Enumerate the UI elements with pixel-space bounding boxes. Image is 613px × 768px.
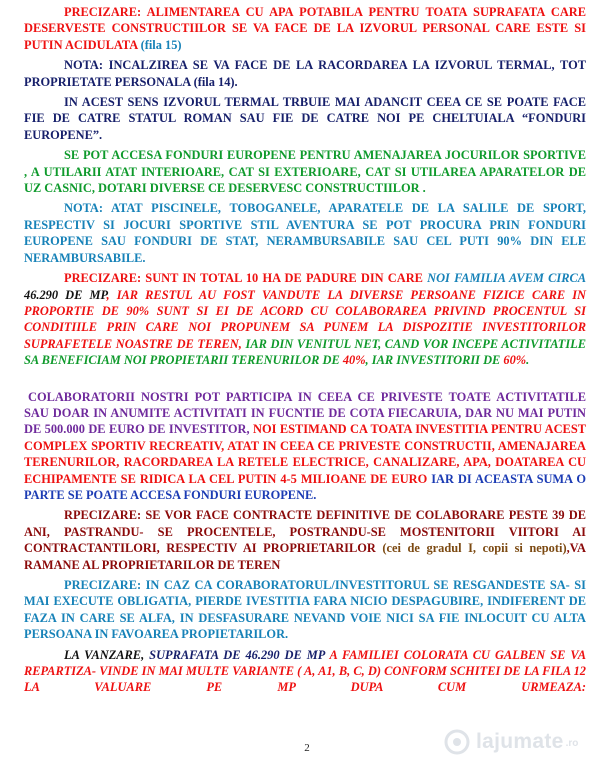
paragraph-vanzare: [24, 647, 586, 696]
paragraph-nota-piscine: NOTA: ATAT PISCINELE, TOBOGANELE, APARATELE DE LA SALILE DE SPORT, RESPECTIV SI JOCURI SPORTIVE STIL AVENTURA SE POT PROCURA PRIN FONDURI EUROPENE SAU FONDURI DE STAT, NERAMBURSABILE SAU CEL PUTI 90% DIN ELE NERAMBURSABILE.: [24, 201, 586, 265]
la-vanzare: LA VANZARE,: [64, 647, 145, 662]
contracte-text: RPECIZARE: SE VOR FACE CONTRACTE DEFINITIVE DE COLABORARE PESTE 39 DE ANI, PASTRANDU- SE PROCENTELE, POSTRANDU-SE MOSTENITORII VIITORI AI CONTRACTANTILORI, RESPECTIV AI PROPRIETARILOR: [24, 508, 586, 556]
lajumate-logo-icon: [444, 729, 470, 755]
period: .: [526, 353, 530, 368]
paragraph-incalzire: NOTA: INCALZIREA SE VA FACE DE LA RACORDAREA LA IZVORUL TERMAL, TOT PROPRIETATE PERSONALA (fila 14).: [24, 58, 586, 89]
familia-text: NOI FAMILIA AVEM CIRCA: [427, 271, 586, 286]
padure-intro: PRECIZARE: SUNT IN TOTAL 10 HA DE PADURE DIN CARE: [64, 271, 423, 286]
document-page: [24, 4, 586, 696]
precizare-apa-text: PRECIZARE: ALIMENTAREA CU APA POTABILA PENTRU TOATA SUPRAFATA CARE DESERVESTE CONSTRUCTIILOR SE VA FACE DE LA IZVORUL PERSONAL CARE ESTE SI PUTIN ACIDULATA: [24, 5, 586, 52]
investitie-estimare: NOI ESTIMAND CA TOATA INVESTITIA PENTRU ACEST COMPLEX SPORTIV RECREATIV, ATAT IN CEEA CE PRIVESTE CONSTRUCTII, AMENAJAREA TERENURILOR, RACORDAREA LA RETELE ELECTRICE, CANALIZARE, APA, DOATAREA CU ECHIPAMENTE SE RIDICA LA CEL PUTIN 4-5 MILIOANE DE EURO: [24, 422, 586, 486]
procent-investitori: 60%: [503, 353, 527, 368]
venit-net-text: IAR DIN VENITUL NET, CAND VOR INCEPE ACTIVITATILE SA BENEFICIAM NOI PROPIETARII TERENURILOR DE: [24, 336, 587, 368]
fonduri-parte: IAR DI ACEASTA SUMA O PARTE SE POATE ACCESA FONDURI EUROPENE.: [24, 471, 586, 502]
colaboratori-text: COLABORATORII NOSTRI POT PARTICIPA IN CEEA CE PRIVESTE TOATE ACTIVITATILE SAU DOAR IN ANUMITE ACTIVITATI IN FUCNTIE DE COTA FIECARUIA, DAR NU MAI PUTIN DE 500.000 DE EURO DE INVESTITOR,: [24, 389, 586, 437]
watermark-tld: .ro: [565, 737, 579, 749]
ramane-proprietari: ,VA RAMANE AL PROPRIETARILOR DE TEREN: [24, 541, 586, 572]
suprafata-mp: 46.290 DE MP: [24, 287, 107, 302]
procent-proprietari: 40%: [342, 353, 366, 368]
suprafata-familiei: SUPRAFATA DE 46.290 DE MP: [149, 647, 325, 662]
watermark-brand: lajumate: [476, 729, 564, 753]
lajumate-watermark: [444, 726, 612, 758]
mostenitori-note: (cei de gradul I, copii si nepoti): [382, 541, 567, 556]
paragraph-contracte: [24, 507, 586, 573]
paragraph-fonduri-europene: SE POT ACCESA FONDURI EUROPENE PENTRU AMENAJAREA JOCURILOR SPORTIVE , A UTILARII ATAT INTERIOARE, CAT SI EXTERIOARE, CAT SI UTILAREA APARATELOR DE UZ CASNIC, DOTARI DIVERSE CE DESERVESC CONSTRUCTIILOR .: [24, 148, 586, 196]
restul-vandute: , IAR RESTUL AU FOST VANDUTE LA DIVERSE PERSOANE FIZICE CARE IN PROPORTIE DE 90% SUNT SI EI DE ACORD CU COLABORAREA PRIVIND PROCENTUL SI CONDITIILE PRIN CARE NOI PROPUNEM SA PUNEM LA DISPOZITIE INVESTITORILOR SUPRAFETELE NOASTRE DE TEREN,: [24, 287, 586, 351]
investitori-text: , IAR INVESTITORII DE: [365, 353, 501, 368]
repartizare-text: A FAMILIEI COLORATA CU GALBEN SE VA REPARTIZA- VINDE IN MAI MULTE VARIANTE ( A, A1, B, C, D) CONFORM SCHITEI DE LA FILA 12 LA VALUARE PE MP DUPA CUM URMEAZA:: [24, 647, 587, 695]
paragraph-suprafata-padure: [24, 270, 586, 368]
paragraph-izvor-termal: IN ACEST SENS IZVORUL TERMAL TRBUIE MAI ADANCIT CEEA CE SE POATE FACE FIE DE CATRE STATUL ROMAN SAU FIE DE CATRE NOI PE CHELTUIALA “FONDURI EUROPENE”.: [24, 95, 586, 142]
paragraph-colaboratori: [24, 389, 586, 504]
paragraph-precizare-investitor: PRECIZARE: IN CAZ CA CORABORATORUL/INVESTITORUL SE RESGANDESTE SA- SI MAI EXECUTE OBLIGATIA, PIERDE IVESTITIA FARA NICIO DESPAGUBIRE, INDIFERENT DE FAZA IN CARE SE ALFA, IN DESFASURARE NEVAND VOIE NICI SA FIE INLOCUIT CU ALTA PERSOANA IN FAVOAREA PROPIETARILOR.: [24, 578, 586, 642]
paragraph-apa-potabila: [24, 4, 586, 53]
page-number: 2: [304, 742, 310, 754]
fila-reference: (fila 15): [140, 37, 182, 52]
